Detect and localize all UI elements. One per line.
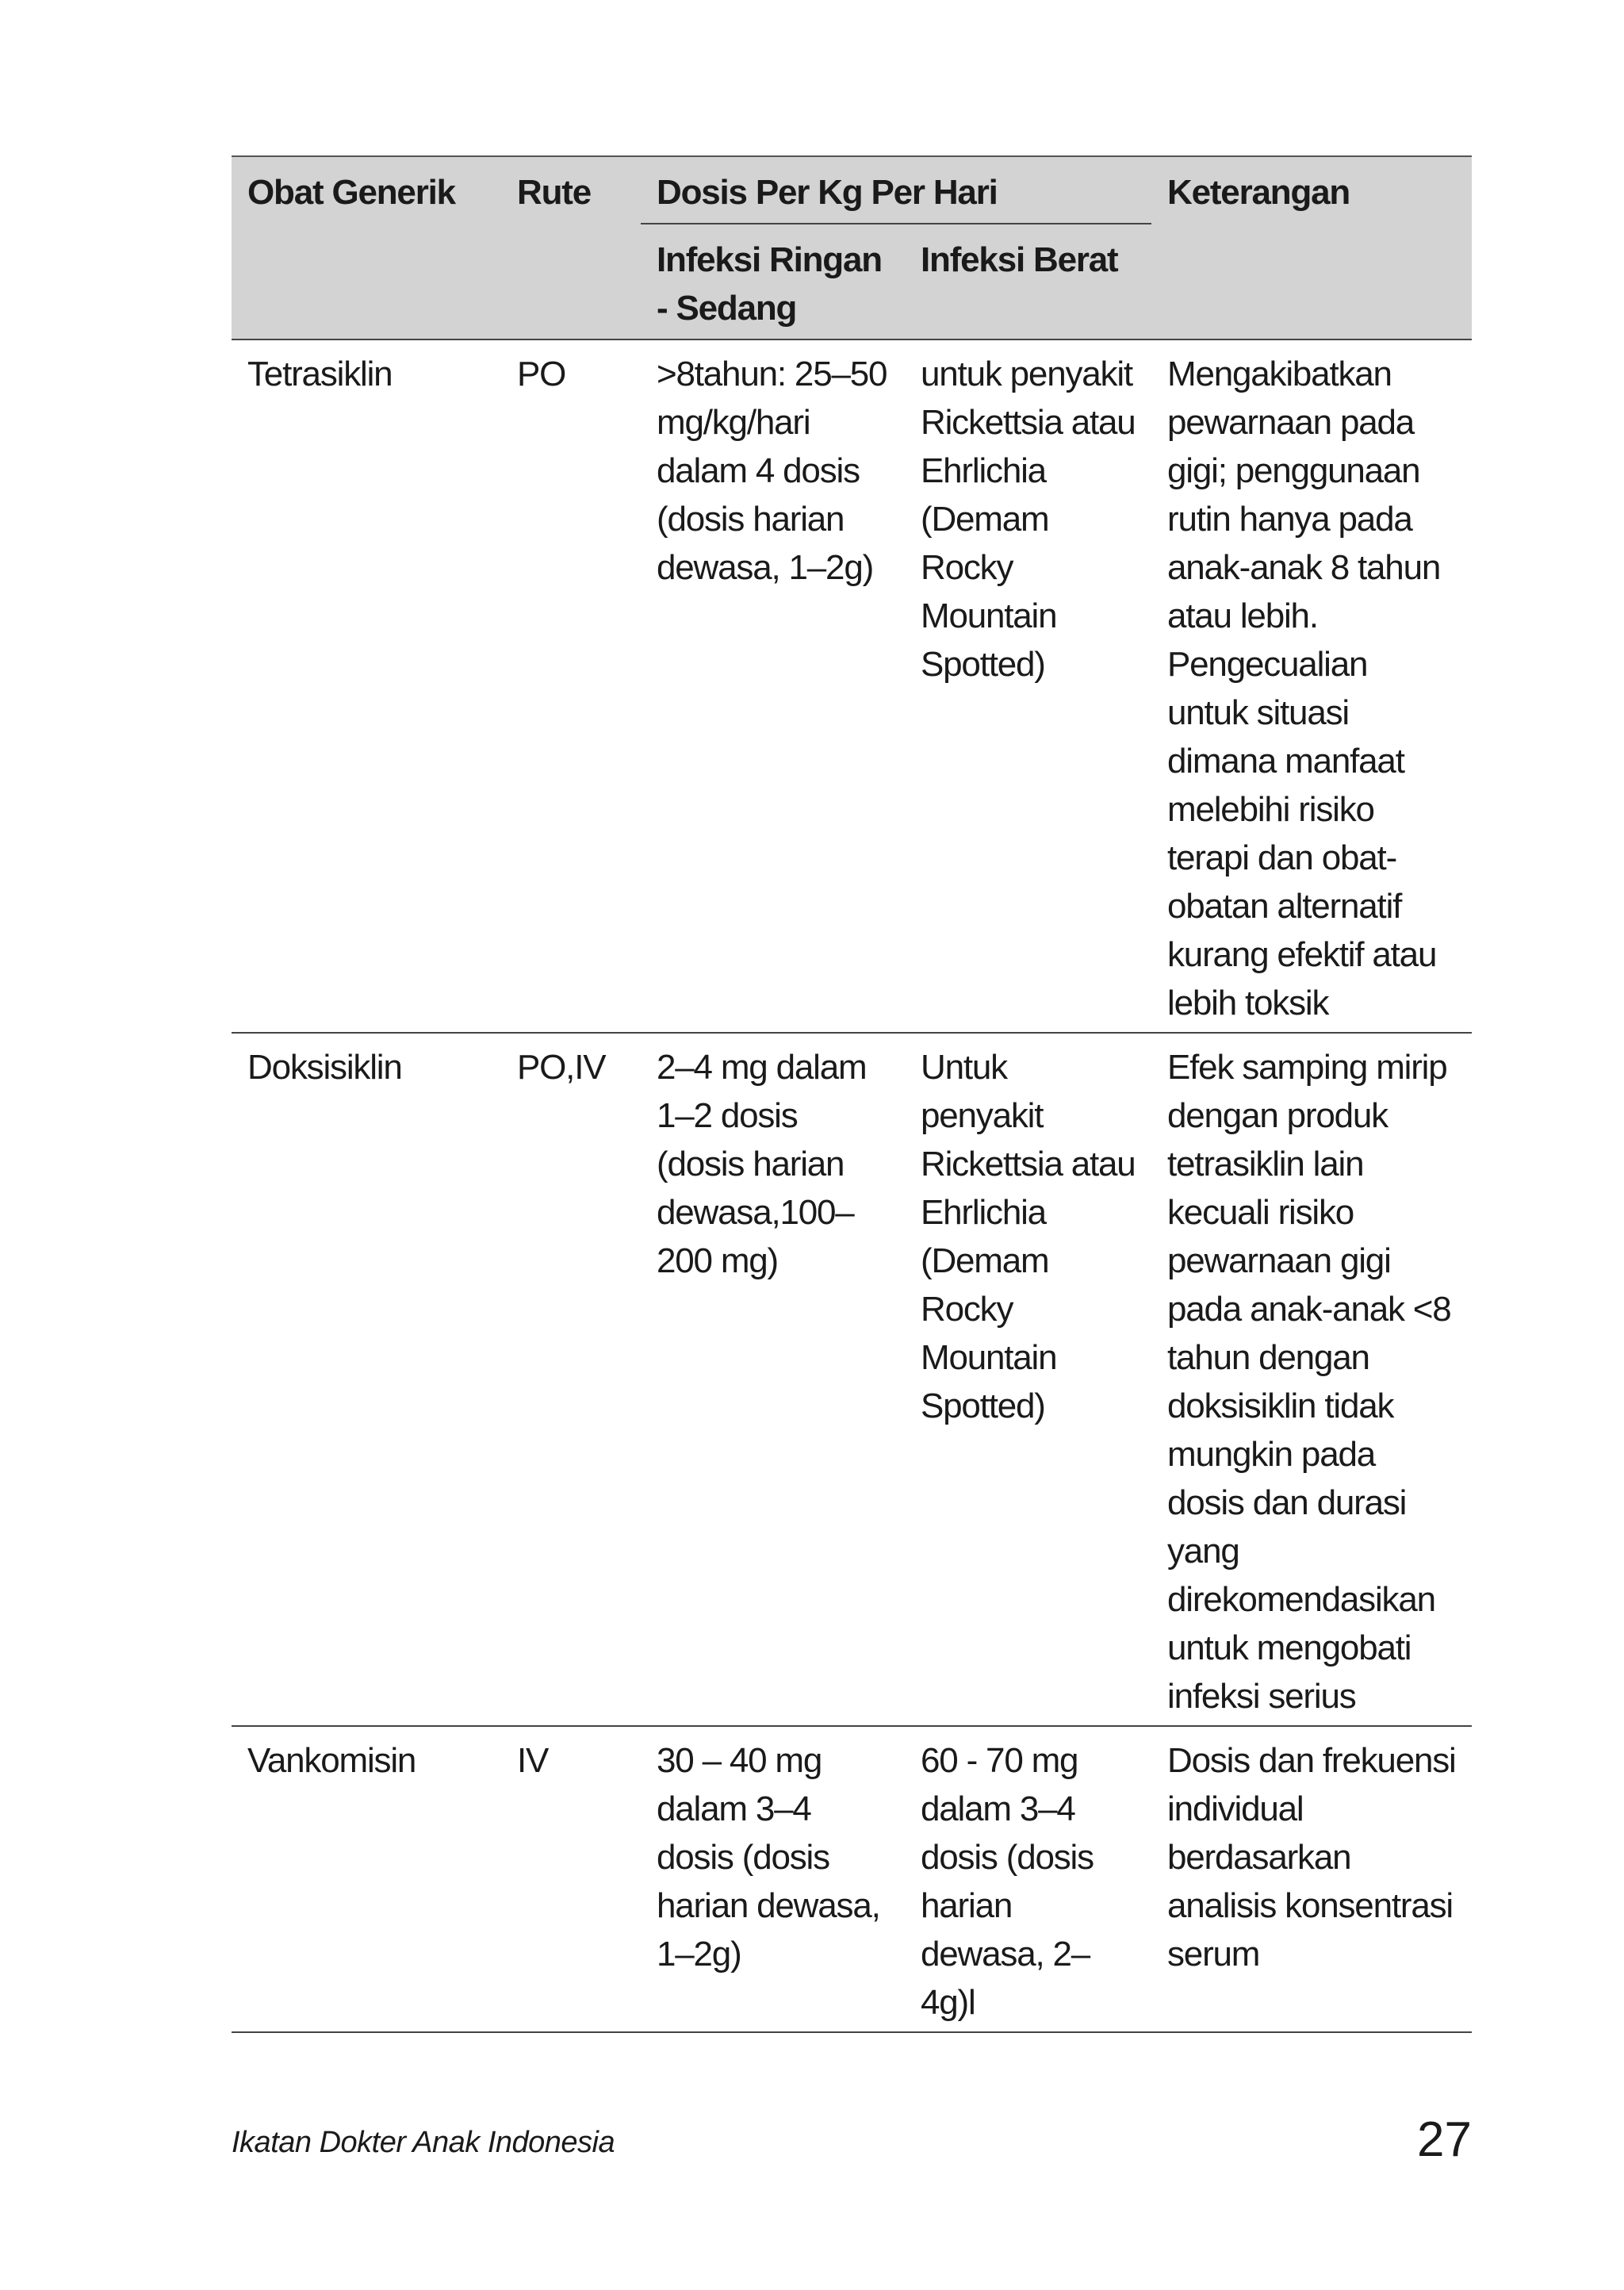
cell-obat: Vankomisin [232,1726,501,2032]
table-body [232,339,1472,2032]
cell-berat: untuk penyakit Rickettsia atau Ehrlichia (Demam Rocky Mountain Spotted) [905,339,1151,1033]
header-keterangan: Keterangan [1151,156,1472,339]
header-rute: Rute [501,156,641,339]
table-row [232,1033,1472,1726]
cell-keterangan: Dosis dan frekuensi individual berdasarkan analisis konsentrasi serum [1151,1726,1472,2032]
footer-publisher: Ikatan Dokter Anak Indonesia [232,2126,615,2159]
table-row [232,339,1472,1033]
cell-ringan: >8tahun: 25–50 mg/kg/hari dalam 4 dosis (dosis harian dewasa, 1–2g) [641,339,905,1033]
cell-keterangan: Efek samping mirip dengan produk tetrasiklin lain kecuali risiko pewarnaan gigi pada anak-anak <8 tahun dengan doksisiklin tidak mungkin pada dosis dan durasi yang direkomendasikan untuk mengobati infeksi serius [1151,1033,1472,1726]
cell-obat: Doksisiklin [232,1033,501,1726]
cell-rute: PO [501,339,641,1033]
cell-ringan: 2–4 mg dalam 1–2 dosis (dosis harian dewasa,100–200 mg) [641,1033,905,1726]
cell-obat: Tetrasiklin [232,339,501,1033]
cell-berat: Untuk penyakit Rickettsia atau Ehrlichia (Demam Rocky Mountain Spotted) [905,1033,1151,1726]
cell-rute: IV [501,1726,641,2032]
cell-berat: 60 - 70 mg dalam 3–4 dosis (dosis harian dewasa, 2–4g)l [905,1726,1151,2032]
table-header [232,156,1472,339]
header-dosis-per-kg: Dosis Per Kg Per Hari [641,156,1151,224]
table-row [232,1726,1472,2032]
header-obat-generik: Obat Generik [232,156,501,339]
header-row-1 [232,156,1472,224]
cell-keterangan: Mengakibatkan pewarnaan pada gigi; penggunaan rutin hanya pada anak-anak 8 tahun atau lebih. Pengecualian untuk situasi dimana manfaat melebihi risiko terapi dan obat-obatan alternatif kurang efektif atau lebih toksik [1151,339,1472,1033]
page-number: 27 [1417,2112,1472,2167]
header-infeksi-ringan: Infeksi Ringan - Sedang [641,224,905,339]
header-infeksi-berat: Infeksi Berat [905,224,1151,339]
cell-ringan: 30 – 40 mg dalam 3–4 dosis (dosis harian dewasa, 1–2g) [641,1726,905,2032]
cell-rute: PO,IV [501,1033,641,1726]
drug-dosage-table [232,155,1472,2033]
